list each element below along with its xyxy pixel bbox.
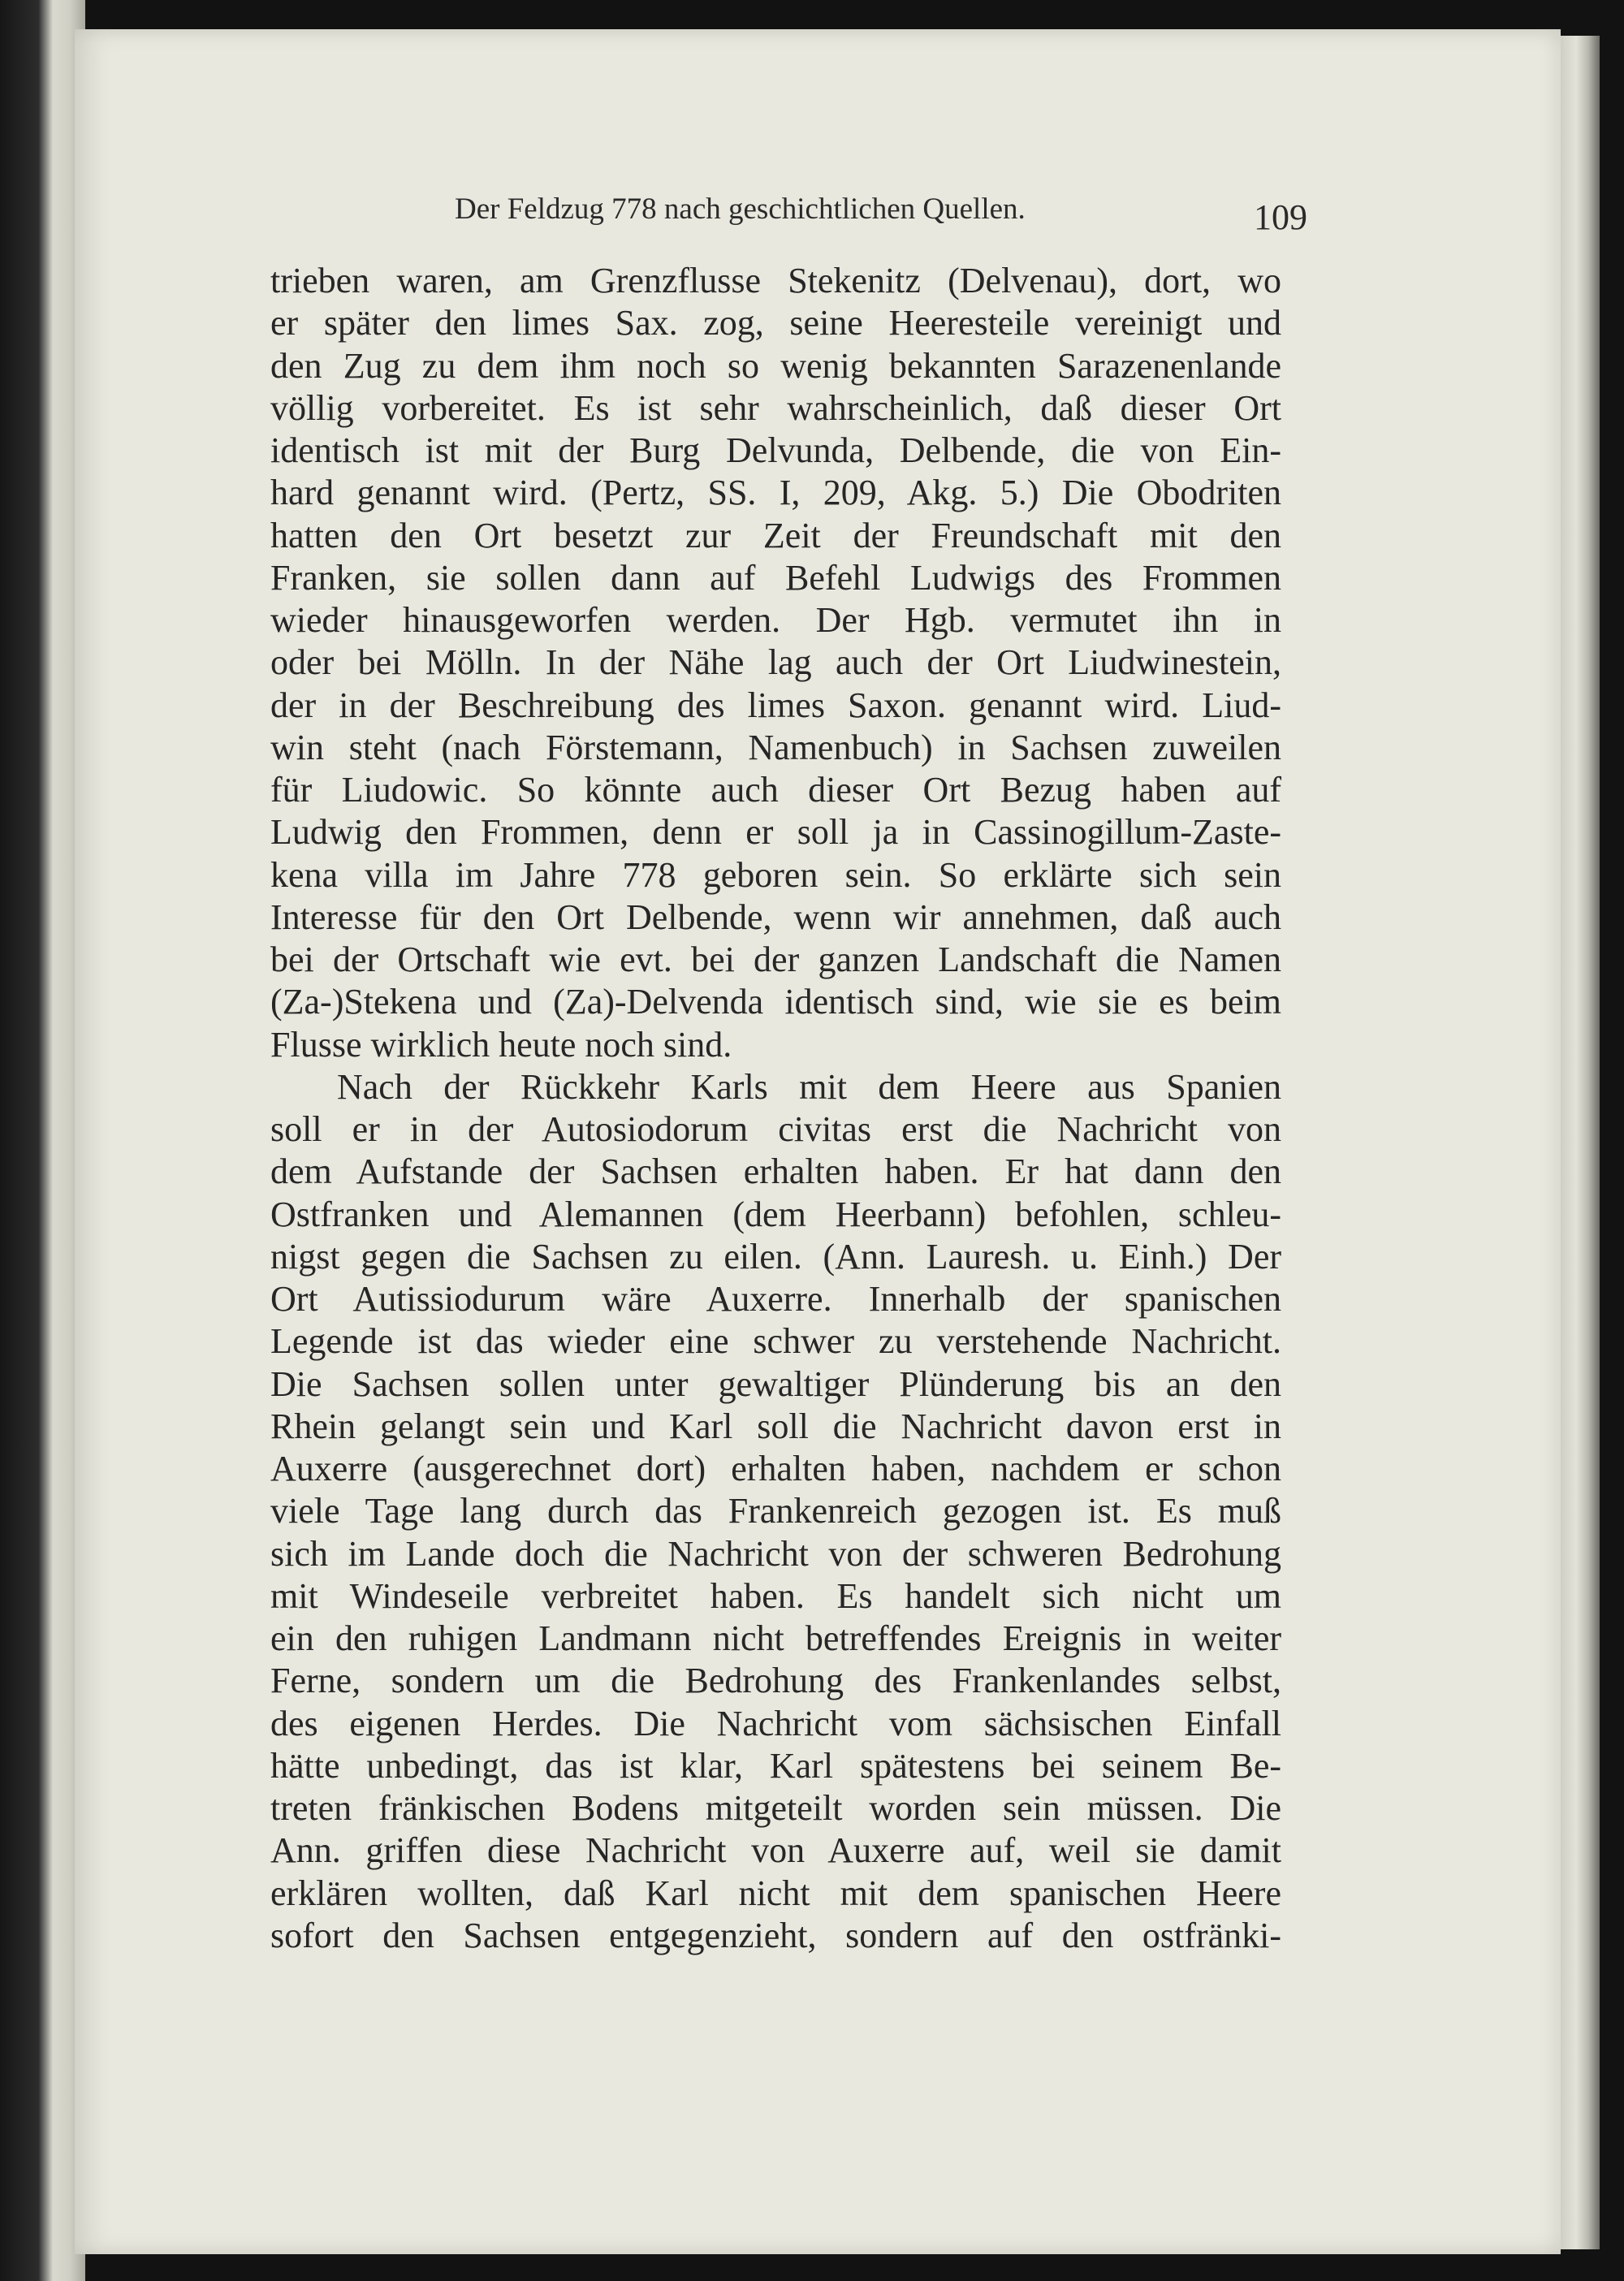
text-line: Ostfranken und Alemannen (dem Heerbann) befohlen, schleu- <box>270 1194 1281 1234</box>
text-line: Auxerre (ausgerechnet dort) erhalten haben, nachdem er schon <box>270 1449 1281 1488</box>
body-text <box>270 260 1281 1957</box>
paragraph-start-line: Nach der Rückkehr Karls mit dem Heere aus Spanien <box>337 1066 1281 1107</box>
text-line: erklären wollten, daß Karl nicht mit dem spanischen Heere <box>270 1873 1281 1913</box>
text-line: Interesse für den Ort Delbende, wenn wir annehmen, daß auch <box>270 896 1281 937</box>
text-line: hard genannt wird. (Pertz, SS. I, 209, Akg. 5.) Die Obodriten <box>270 473 1281 513</box>
book-spine-shadow <box>0 0 85 2281</box>
text-line: hätte unbedingt, das ist klar, Karl spätestens bei seinem Be- <box>270 1745 1281 1786</box>
text-line: sofort den Sachsen entgegenzieht, sondern auf den ostfränki- <box>270 1915 1281 1955</box>
text-line: der in der Beschreibung des limes Saxon. genannt wird. Liud- <box>270 685 1281 725</box>
text-line: Ann. griffen diese Nachricht von Auxerre auf, weil sie damit <box>270 1830 1281 1871</box>
text-line: treten fränkischen Bodens mitgeteilt worden sein müssen. Die <box>270 1788 1281 1828</box>
text-line: Ludwig den Frommen, denn er soll ja in Cassinogillum-Zaste- <box>270 812 1281 853</box>
text-line: wieder hinausgeworfen werden. Der Hgb. vermutet ihn in <box>270 600 1281 640</box>
running-title: Der Feldzug 778 nach geschichtlichen Quellen. <box>455 192 1026 226</box>
text-line: mit Windeseile verbreitet haben. Es handelt sich nicht um <box>270 1575 1281 1616</box>
text-line: Ort Autissiodurum wäre Auxerre. Innerhalb der spanischen <box>270 1279 1281 1319</box>
text-line: bei der Ortschaft wie evt. bei der ganzen Landschaft die Namen <box>270 940 1281 979</box>
page-number: 109 <box>1254 197 1307 237</box>
text-line: Rhein gelangt sein und Karl soll die Nachricht davon erst in <box>270 1406 1281 1446</box>
text-line: trieben waren, am Grenzflusse Stekenitz (Delvenau), dort, wo <box>270 261 1281 300</box>
page-stack-edge <box>1561 36 1600 2249</box>
text-line: kena villa im Jahre 778 geboren sein. So erklärte sich sein <box>270 854 1281 895</box>
text-line: sich im Lande doch die Nachricht von der schweren Bedrohung <box>270 1533 1281 1574</box>
text-line: Die Sachsen sollen unter gewaltiger Plünderung bis an den <box>270 1363 1281 1404</box>
text-line: Ferne, sondern um die Bedrohung des Frankenlandes selbst, <box>270 1661 1281 1701</box>
text-line: Franken, sie sollen dann auf Befehl Ludwigs des Frommen <box>270 557 1281 598</box>
text-line: Legende ist das wieder eine schwer zu verstehende Nachricht. <box>270 1321 1281 1362</box>
text-line: oder bei Mölln. In der Nähe lag auch der Ort Liudwinestein, <box>270 642 1281 683</box>
text-line: dem Aufstande der Sachsen erhalten haben. Er hat dann den <box>270 1151 1281 1192</box>
paragraph-end-line: Flusse wirklich heute noch sind. <box>270 1024 732 1065</box>
running-header <box>455 192 1307 240</box>
text-line: für Liudowic. So könnte auch dieser Ort Bezug haben auf <box>270 770 1281 810</box>
text-line: identisch ist mit der Burg Delvunda, Delbende, die von Ein- <box>270 430 1281 470</box>
text-line: win steht (nach Förstemann, Namenbuch) in Sachsen zuweilen <box>270 727 1281 767</box>
text-line: er später den limes Sax. zog, seine Heeresteile vereinigt und <box>270 303 1281 343</box>
text-line: hatten den Ort besetzt zur Zeit der Freundschaft mit den <box>270 515 1281 555</box>
text-line: völlig vorbereitet. Es ist sehr wahrscheinlich, daß dieser Ort <box>270 387 1281 428</box>
text-line: nigst gegen die Sachsen zu eilen. (Ann. Lauresh. u. Einh.) Der <box>270 1236 1281 1277</box>
text-line: viele Tage lang durch das Frankenreich gezogen ist. Es muß <box>270 1491 1281 1531</box>
text-line: soll er in der Autosiodorum civitas erst die Nachricht von <box>270 1109 1281 1149</box>
text-line: den Zug zu dem ihm noch so wenig bekannten Sarazenenlande <box>270 345 1281 386</box>
text-line: ein den ruhigen Landmann nicht betreffendes Ereignis in weiter <box>270 1618 1281 1658</box>
text-line: des eigenen Herdes. Die Nachricht vom sächsischen Einfall <box>270 1703 1281 1743</box>
text-line: (Za-)Stekena und (Za)-Delvenda identisch sind, wie sie es beim <box>270 982 1281 1022</box>
